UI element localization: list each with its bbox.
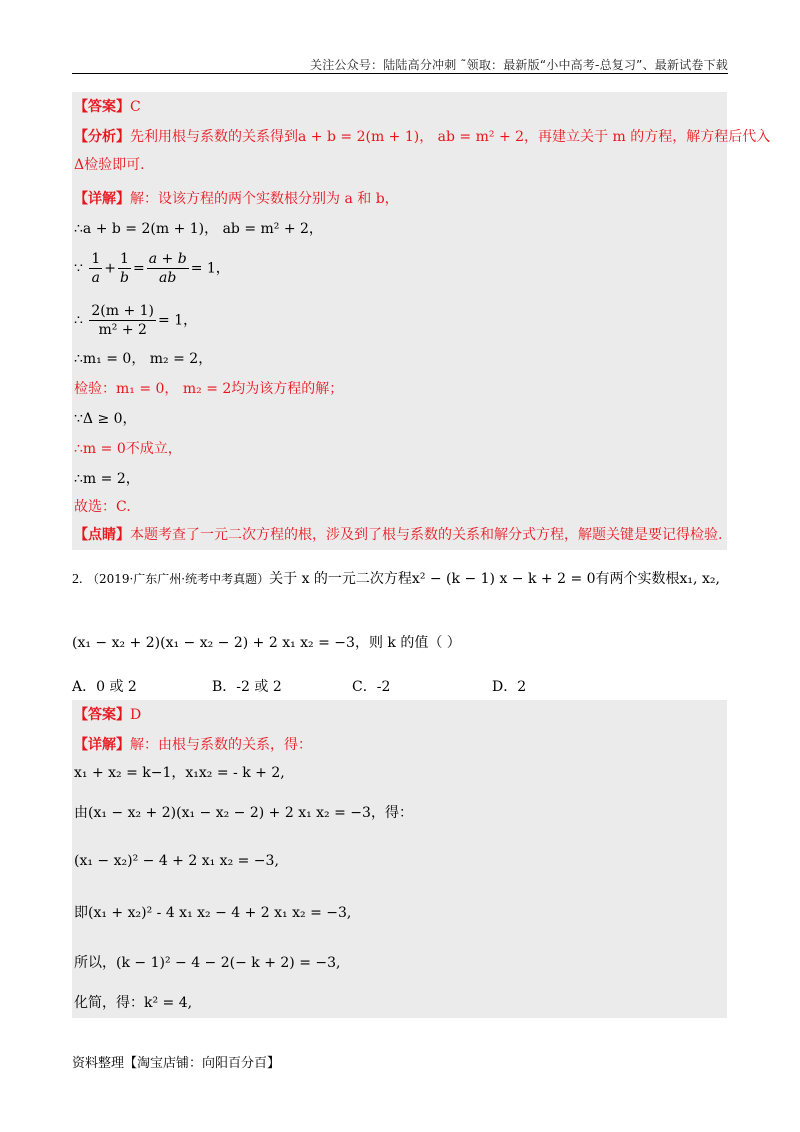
q2-option-c: C．-2: [352, 679, 391, 695]
q2-answer-value: D: [130, 707, 142, 723]
q1-analysis-line: [72, 128, 771, 146]
q1-analysis-tag: 【分析】: [74, 129, 130, 145]
q2-detail-line: [72, 736, 727, 754]
frac-num: a + b: [147, 250, 189, 269]
q1-answer-value: C: [130, 99, 141, 115]
q2-number: 2.: [72, 572, 83, 587]
page-footer: 资料整理【淘宝店铺：向阳百分百】: [72, 1056, 281, 1071]
q1-analysis-text-2: Δ检验即可.: [74, 157, 145, 173]
q1-step-4: [72, 350, 727, 368]
fraction-1-over-a: [89, 250, 102, 287]
q2-step-3: [72, 852, 727, 870]
q2-option-b: B．-2 或 2: [212, 679, 282, 695]
q2-option-a: A．0 或 2: [72, 679, 137, 695]
q2-stem-line-1: [72, 568, 720, 588]
q1-step-2: ∵ $\frac{1}{a}$ + $\frac{1}{b}$ = $\frac{a + b}{ab}$ = 1，: [74, 251, 230, 287]
q2-step-4: [72, 904, 727, 922]
q2-option-d: D．2: [492, 679, 527, 695]
q2-step-6-text: 化简，得：k² = 4,: [74, 995, 193, 1011]
page-header: 关注公众号：陆陆高分冲刺 ˜领取：最新版“小中高考-总复习”、最新试卷下载: [310, 58, 728, 72]
q2-step-5: [72, 954, 727, 972]
frac-num: 1: [118, 250, 131, 269]
q1-step-2-suffix: = 1，: [190, 260, 230, 277]
q1-comment-text: 本题考查了一元二次方程的根，涉及到了根与系数的关系和解分式方程，解题关键是要记得检验.: [130, 527, 723, 543]
q1-detail-intro: 解：设该方程的两个实数根分别为 a 和 b，: [130, 191, 399, 207]
q2-detail-tag: 【详解】: [74, 737, 130, 753]
q1-step-8: [72, 470, 727, 488]
q1-step-4-text: ∴m₁ = 0， m₂ = 2，: [74, 351, 213, 367]
fraction-2m-over-m2: [89, 302, 156, 339]
q1-step-1-text: ∴a + b = 2(m + 1)， ab = m² + 2，: [74, 221, 323, 237]
q2-stem-text: 关于 x 的一元二次方程x² − (k − 1) x − k + 2 = 0有两个实数根x₁, x₂,: [269, 571, 720, 587]
frac-den: a: [91, 270, 101, 287]
q1-step-9: [72, 498, 727, 516]
q2-stem-line-2: [72, 632, 461, 652]
q1-step-5-text: 检验：m₁ = 0， m₂ = 2均为该方程的解；: [74, 381, 344, 397]
q2-step-2: [72, 804, 727, 822]
q1-step-8-text: ∴m = 2，: [74, 471, 140, 487]
fraction-sum-over-product: [147, 250, 189, 287]
frac-den: ab: [159, 270, 177, 287]
q1-step-7: [72, 440, 727, 458]
q1-step-3-prefix: ∴: [74, 312, 83, 329]
q1-comment-line: [72, 526, 727, 544]
frac-num: 1: [89, 250, 102, 269]
q2-step-6: [72, 994, 727, 1012]
q1-analysis-text: 先利用根与系数的关系得到a + b = 2(m + 1)， ab = m² + 2，再建立关于 m 的方程，解方程后代入: [130, 129, 771, 145]
q2-step-5-text: 所以，(k − 1)² − 4 − 2(− k + 2) = −3,: [74, 955, 341, 971]
q1-detail-tag: 【详解】: [74, 191, 130, 207]
q1-analysis-line2: [72, 156, 727, 174]
q1-step-2-prefix: ∵: [74, 260, 83, 277]
q2-step-1-text: x₁ + x₂ = k−1，x₁x₂ = - k + 2,: [74, 765, 285, 781]
q2-step-2-text: 由(x₁ − x₂ + 2)(x₁ − x₂ − 2) + 2 x₁ x₂ = −3，得：: [74, 805, 413, 821]
q1-step-6-text: ∵Δ ≥ 0，: [74, 411, 137, 427]
q1-answer-line: [72, 98, 727, 116]
frac-den: b: [120, 270, 129, 287]
q2-source: （2019·广东广州·统考中考真题）: [86, 572, 270, 586]
q1-step-6: [72, 410, 727, 428]
q1-comment-tag: 【点睛】: [74, 527, 130, 543]
q1-detail-line: [72, 190, 727, 208]
q2-answer-tag: 【答案】: [74, 707, 130, 723]
q1-step-7-text: ∴m = 0不成立，: [74, 441, 182, 457]
q1-solution-panel: [72, 92, 771, 550]
q1-step-9-text: 故选：C.: [74, 499, 131, 515]
fraction-1-over-b: [118, 250, 131, 287]
q2-step-3-text: (x₁ − x₂)² − 4 + 2 x₁ x₂ = −3,: [74, 853, 279, 869]
q1-step-3: [72, 302, 727, 339]
q1-step-5: [72, 380, 727, 398]
q2-step-1: [72, 764, 727, 782]
q1-answer-tag: 【答案】: [74, 99, 130, 115]
q1-step-1: [72, 220, 727, 238]
frac-den: m² + 2: [98, 322, 147, 339]
frac-num: 2(m + 1): [89, 302, 156, 321]
q2-stem-condition: (x₁ − x₂ + 2)(x₁ − x₂ − 2) + 2 x₁ x₂ = −3，则 k 的值（ ）: [72, 635, 461, 651]
q2-solution-panel: [72, 700, 727, 1018]
q2-answer-line: [72, 706, 727, 724]
header-divider: [72, 73, 728, 74]
q1-step-3-suffix: = 1，: [158, 312, 198, 329]
q2-detail-intro: 解：由根与系数的关系，得：: [130, 737, 312, 753]
q2-step-4-text: 即(x₁ + x₂)² - 4 x₁ x₂ − 4 + 2 x₁ x₂ = −3,: [74, 905, 352, 921]
